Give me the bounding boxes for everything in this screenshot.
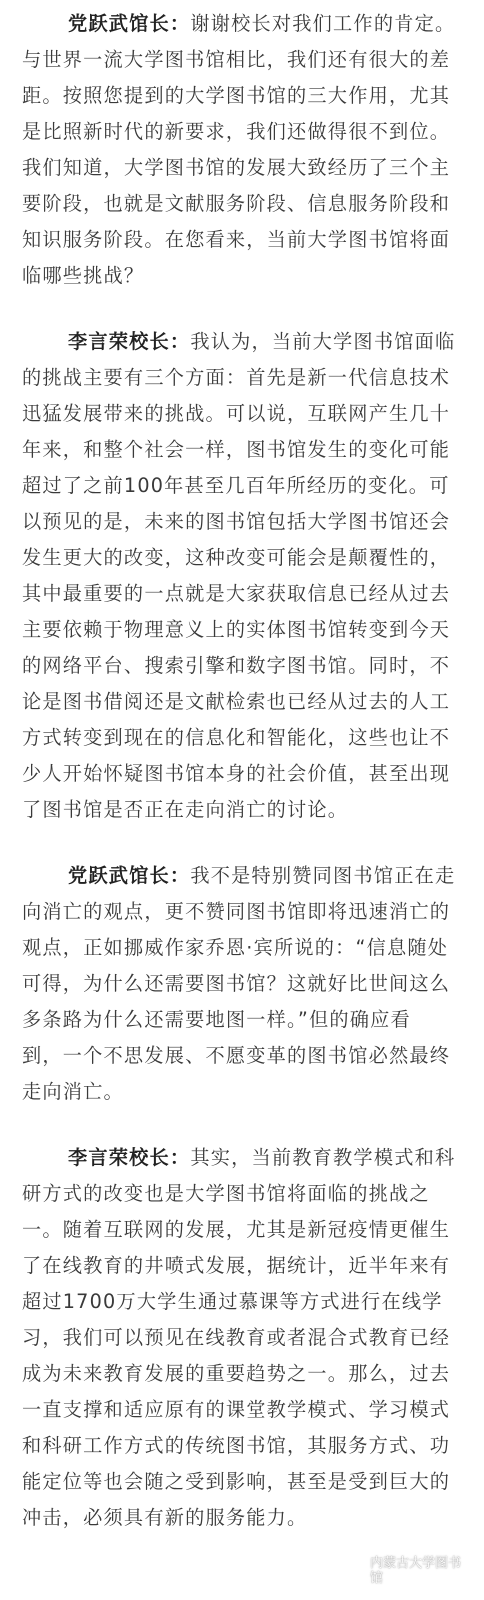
paragraph-line: 知识服务阶段。在您看来，当前大学图书馆将面 — [22, 228, 451, 251]
paragraph-line: 少人开始怀疑图书馆本身的社会价值，甚至出现 — [22, 762, 451, 785]
paragraph-line: 冲击，必须具有新的服务能力。 — [22, 1506, 308, 1529]
paragraph-line: 能定位等也会随之受到影响，甚至是受到巨大的 — [22, 1470, 451, 1493]
paragraph-line: 其中最重要的一点就是大家获取信息已经从过去 — [22, 582, 451, 605]
paragraph-line: 一。随着互联网的发展，尤其是新冠疫情更催生 — [22, 1218, 451, 1241]
paragraph-line: 距。按照您提到的大学图书馆的三大作用，尤其 — [22, 84, 451, 107]
paragraph-line: 向消亡的观点，更不赞同图书馆即将迅速消亡的 — [22, 900, 451, 923]
paragraph-line: 年来，和整个社会一样，图书馆发生的变化可能 — [22, 438, 451, 461]
paragraph-line: 与世界一流大学图书馆相比，我们还有很大的差 — [22, 48, 451, 71]
watermark — [344, 1556, 470, 1586]
paragraph-line: 我们知道，大学图书馆的发展大致经历了三个主 — [22, 156, 451, 179]
paragraph-line: 发生更大的改变，这种改变可能会是颠覆性的， — [22, 546, 451, 569]
paragraph-line: 主要依赖于物理意义上的实体图书馆转变到今天 — [22, 618, 451, 641]
paragraph-line: 习，我们可以预见在线教育或者混合式教育已经 — [22, 1326, 451, 1349]
watermark-text: 内蒙古大学图书馆 — [370, 1556, 462, 1586]
wechat-official-account-icon — [344, 1561, 364, 1581]
paragraph-line: 研方式的改变也是大学图书馆将面临的挑战之 — [22, 1182, 430, 1205]
paragraph-line: 超过了之前100年甚至几百年所经历的变化。可 — [22, 474, 450, 497]
paragraph-line: 和科研工作方式的传统图书馆，其服务方式、功 — [22, 1434, 451, 1457]
speaker-name: 党跃武馆长： — [68, 12, 191, 35]
paragraph-line: 的网络平台、搜索引擎和数字图书馆。同时，不 — [22, 654, 451, 677]
paragraph-line: 了在线教育的井喷式发展，据统计，近半年来有 — [22, 1254, 451, 1277]
paragraph-line: 论是图书借阅还是文献检索也已经从过去的人工 — [22, 690, 451, 713]
speaker-name: 党跃武馆长： — [68, 864, 191, 887]
paragraph-line: 成为未来教育发展的重要趋势之一。那么，过去 — [22, 1362, 451, 1385]
paragraph-line: 的挑战主要有三个方面：首先是新一代信息技术 — [22, 366, 451, 389]
paragraph-line: 走向消亡。 — [22, 1080, 124, 1103]
paragraph-line: 超过1700万大学生通过慕课等方式进行在线学 — [22, 1290, 443, 1313]
paragraph-line: 到，一个不思发展、不愿变革的图书馆必然最终 — [22, 1044, 451, 1067]
paragraph-line: 我认为，当前大学图书馆面临 — [190, 330, 456, 353]
dialogue-paragraph-4 — [22, 1140, 458, 1536]
speaker-name: 李言荣校长： — [68, 330, 191, 353]
paragraph-line: 是比照新时代的新要求，我们还做得很不到位。 — [22, 120, 451, 143]
paragraph-line: 一直支撑和适应原有的课堂教学模式、学习模式 — [22, 1398, 451, 1421]
paragraph-line: 要阶段，也就是文献服务阶段、信息服务阶段和 — [22, 192, 451, 215]
paragraph-line: 我不是特别赞同图书馆正在走 — [190, 864, 456, 887]
dialogue-paragraph-3 — [22, 858, 458, 1110]
paragraph-line: 迅猛发展带来的挑战。可以说，互联网产生几十 — [22, 402, 451, 425]
paragraph-line: 观点，正如挪威作家乔恩·宾所说的：“信息随处 — [22, 936, 449, 959]
paragraph-line: 以预见的是，未来的图书馆包括大学图书馆还会 — [22, 510, 451, 533]
paragraph-line: 谢谢校长对我们工作的肯定。 — [190, 12, 456, 35]
paragraph-line: 临哪些挑战？ — [22, 264, 145, 287]
dialogue-paragraph-2 — [22, 324, 458, 828]
speaker-name: 李言荣校长： — [68, 1146, 191, 1169]
paragraph-line: 可得，为什么还需要图书馆？这就好比世间这么 — [22, 972, 451, 995]
dialogue-paragraph-1 — [22, 6, 458, 294]
paragraph-line: 其实，当前教育教学模式和科 — [190, 1146, 456, 1169]
paragraph-line: 方式转变到现在的信息化和智能化，这些也让不 — [22, 726, 451, 749]
paragraph-line: 多条路为什么还需要地图一样。”但的确应看 — [22, 1008, 411, 1031]
paragraph-line: 了图书馆是否正在走向消亡的讨论。 — [22, 798, 349, 821]
